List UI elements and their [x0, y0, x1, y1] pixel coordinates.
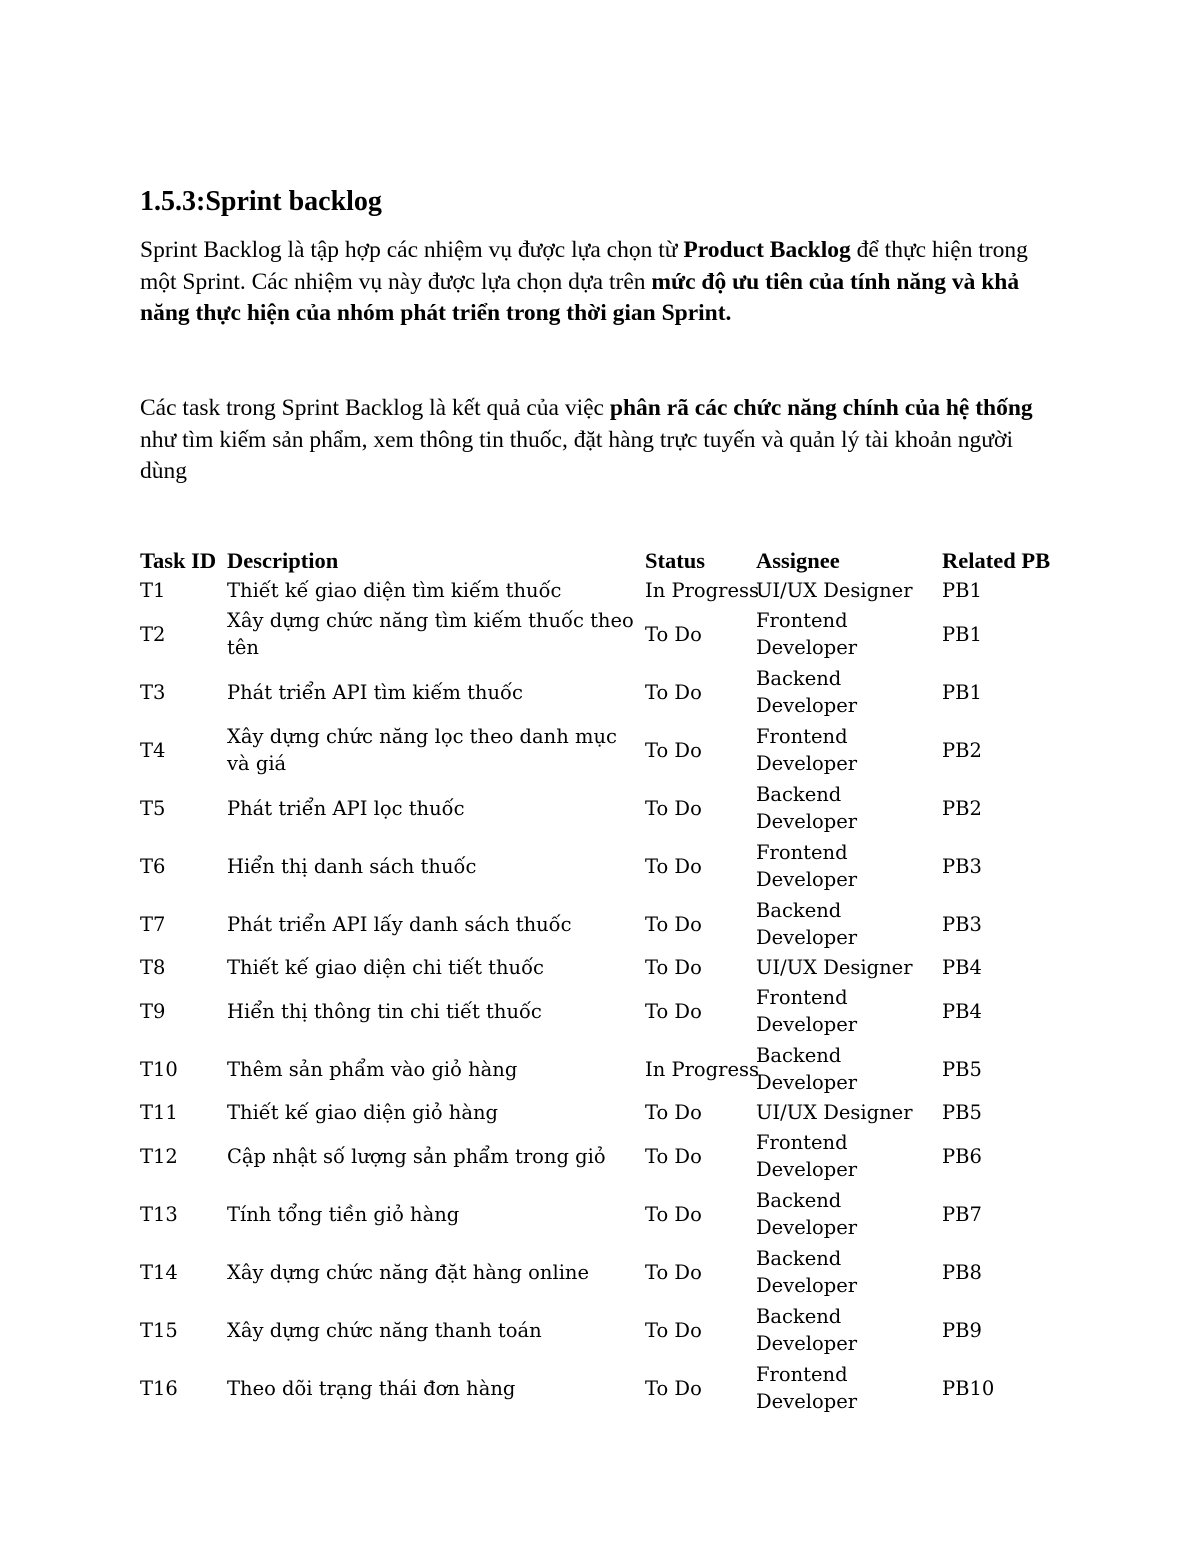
task-id-cell: T3 — [140, 680, 166, 704]
table-row — [140, 895, 1070, 953]
description-cell: Xây dựng chức năng lọc theo danh mục và giá — [227, 725, 617, 775]
table-row — [140, 1098, 1070, 1127]
status-cell: To Do — [645, 796, 702, 820]
related-pb-cell: PB2 — [942, 796, 982, 820]
status-cell: To Do — [645, 680, 702, 704]
description-cell: Thiết kế giao diện giỏ hàng — [227, 1101, 499, 1124]
assignee-cell: Backend Developer — [756, 783, 858, 833]
table-row — [140, 1127, 1070, 1185]
assignee-cell: Backend Developer — [756, 1189, 858, 1239]
task-id-cell: T9 — [140, 999, 166, 1023]
description-cell: Xây dựng chức năng thanh toán — [227, 1318, 542, 1342]
related-pb-cell: PB3 — [942, 912, 982, 936]
table-row — [140, 605, 1070, 663]
table-row — [140, 1359, 1070, 1417]
assignee-cell: Backend Developer — [756, 899, 858, 949]
assignee-cell: Frontend Developer — [756, 986, 858, 1036]
table-row — [140, 663, 1070, 721]
related-pb-cell: PB3 — [942, 854, 982, 878]
related-pb-cell: PB6 — [942, 1144, 982, 1168]
intro-text: Sprint Backlog là tập hợp các nhiệm vụ được lựa chọn từ — [140, 237, 684, 263]
assignee-cell: Backend Developer — [756, 667, 858, 717]
column-header-status: Status — [645, 548, 706, 573]
status-cell: To Do — [645, 854, 702, 878]
intro-paragraph-1 — [140, 235, 1060, 330]
status-cell: In Progress — [645, 579, 760, 602]
task-id-cell: T8 — [140, 956, 166, 979]
emphasis-text: mức độ ưu tiên của tính năng và khả năng thực hiện của nhóm phát triển trong thời gian Sprint. — [140, 268, 1020, 326]
column-header-assignee: Assignee — [756, 548, 840, 573]
related-pb-cell: PB4 — [942, 999, 982, 1023]
table-row — [140, 721, 1070, 779]
task-id-cell: T15 — [140, 1318, 178, 1342]
assignee-cell: Frontend Developer — [756, 609, 858, 659]
related-pb-cell: PB2 — [942, 738, 982, 762]
related-pb-cell: PB1 — [942, 680, 982, 704]
description-cell: Hiển thị danh sách thuốc — [227, 854, 477, 878]
assignee-cell: UI/UX Designer — [756, 579, 913, 602]
column-header-related-pb: Related PB — [942, 548, 1051, 573]
column-header-description: Description — [227, 548, 339, 573]
description-cell: Cập nhật số lượng sản phẩm trong giỏ — [227, 1144, 606, 1168]
table-row — [140, 837, 1070, 895]
description-cell: Thêm sản phẩm vào giỏ hàng — [227, 1057, 518, 1081]
status-cell: To Do — [645, 1260, 702, 1284]
status-cell: To Do — [645, 912, 702, 936]
emphasis-text: phân rã các chức năng chính của hệ thống — [609, 395, 1033, 421]
table-row — [140, 576, 1070, 605]
status-cell: To Do — [645, 1376, 702, 1400]
table-row — [140, 779, 1070, 837]
related-pb-cell: PB5 — [942, 1057, 982, 1081]
task-id-cell: T16 — [140, 1376, 178, 1400]
related-pb-cell: PB1 — [942, 622, 982, 646]
task-id-cell: T11 — [140, 1101, 178, 1124]
description-cell: Hiển thị thông tin chi tiết thuốc — [227, 999, 542, 1023]
description-cell: Phát triển API lọc thuốc — [227, 796, 465, 820]
related-pb-cell: PB10 — [942, 1376, 995, 1400]
table-row — [140, 953, 1070, 982]
description-cell: Thiết kế giao diện tìm kiếm thuốc — [227, 579, 562, 602]
related-pb-cell: PB1 — [942, 579, 982, 602]
emphasis-text: Product Backlog — [683, 237, 851, 263]
task-id-cell: T10 — [140, 1057, 178, 1081]
table-header-row — [140, 546, 1070, 576]
related-pb-cell: PB5 — [942, 1101, 982, 1124]
assignee-cell: UI/UX Designer — [756, 956, 913, 979]
description-cell: Phát triển API tìm kiếm thuốc — [227, 680, 523, 704]
status-cell: In Progress — [645, 1057, 760, 1081]
intro-paragraph-2 — [140, 393, 1060, 488]
related-pb-cell: PB7 — [942, 1202, 982, 1226]
task-id-cell: T6 — [140, 854, 166, 878]
status-cell: To Do — [645, 1101, 702, 1124]
intro-text: để thực hiện trong một Sprint. Các nhiệm vụ này được lựa chọn dựa trên — [140, 237, 1028, 295]
sprint-backlog-table — [140, 546, 1070, 1417]
related-pb-cell: PB9 — [942, 1318, 982, 1342]
status-cell: To Do — [645, 738, 702, 762]
description-cell: Xây dựng chức năng tìm kiếm thuốc theo tên — [227, 609, 634, 659]
task-id-cell: T13 — [140, 1202, 178, 1226]
task-id-cell: T2 — [140, 622, 166, 646]
status-cell: To Do — [645, 1318, 702, 1342]
description-cell: Phát triển API lấy danh sách thuốc — [227, 912, 572, 936]
assignee-cell: Frontend Developer — [756, 725, 858, 775]
table-row — [140, 982, 1070, 1040]
assignee-cell: Frontend Developer — [756, 841, 858, 891]
description-cell: Xây dựng chức năng đặt hàng online — [227, 1260, 590, 1284]
intro-text: như tìm kiếm sản phẩm, xem thông tin thuốc, đặt hàng trực tuyến và quản lý tài khoản người dùng — [140, 426, 1013, 484]
table-row — [140, 1301, 1070, 1359]
task-id-cell: T1 — [140, 579, 166, 602]
status-cell: To Do — [645, 1202, 702, 1226]
intro-text: Các task trong Sprint Backlog là kết quả của việc — [140, 395, 610, 421]
description-cell: Theo dõi trạng thái đơn hàng — [227, 1376, 516, 1400]
description-cell: Tính tổng tiền giỏ hàng — [227, 1202, 460, 1226]
table-row — [140, 1243, 1070, 1301]
assignee-cell: Backend Developer — [756, 1044, 858, 1094]
table-row — [140, 1040, 1070, 1098]
table-row — [140, 1185, 1070, 1243]
task-id-cell: T14 — [140, 1260, 178, 1284]
related-pb-cell: PB4 — [942, 956, 982, 979]
task-id-cell: T7 — [140, 912, 166, 936]
section-heading: 1.5.3:Sprint backlog — [140, 186, 382, 217]
assignee-cell: Backend Developer — [756, 1305, 858, 1355]
column-header-task-id: Task ID — [140, 548, 217, 573]
task-id-cell: T12 — [140, 1144, 178, 1168]
description-cell: Thiết kế giao diện chi tiết thuốc — [227, 956, 544, 979]
assignee-cell: Frontend Developer — [756, 1363, 858, 1413]
related-pb-cell: PB8 — [942, 1260, 982, 1284]
task-id-cell: T4 — [140, 738, 166, 762]
assignee-cell: Backend Developer — [756, 1247, 858, 1297]
task-id-cell: T5 — [140, 796, 166, 820]
status-cell: To Do — [645, 999, 702, 1023]
status-cell: To Do — [645, 956, 702, 979]
status-cell: To Do — [645, 1144, 702, 1168]
assignee-cell: Frontend Developer — [756, 1131, 858, 1181]
status-cell: To Do — [645, 622, 702, 646]
assignee-cell: UI/UX Designer — [756, 1101, 913, 1124]
